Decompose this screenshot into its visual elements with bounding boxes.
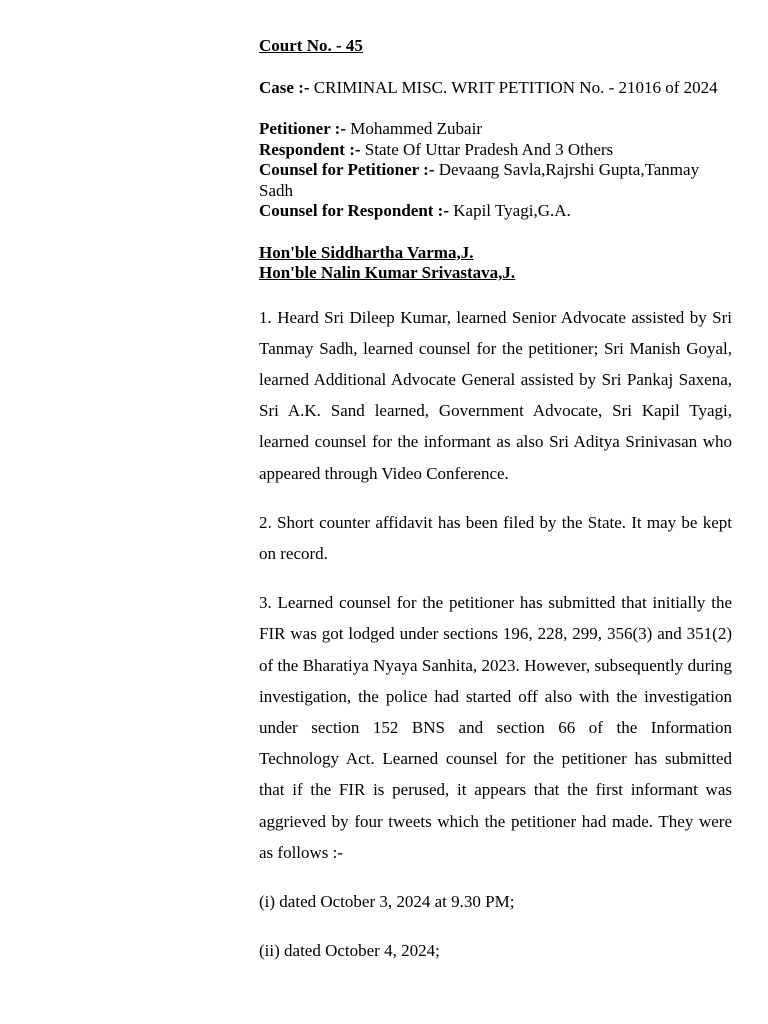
judge-2: Hon'ble Nalin Kumar Srivastava,J. (259, 263, 516, 282)
counsel-respondent-label: Counsel for Respondent :- (259, 201, 450, 220)
counsel-respondent-line (259, 201, 732, 222)
paragraph-3: 3. Learned counsel for the petitioner has submitted that initially the FIR was got lodged under sections 196, 228, 299, 356(3) and 351(2) of the Bharatiya Nyaya Sanhita, 2023. However, subsequently during investigation, the police had started off also with the investigation under section 152 BNS and section 66 of the Information Technology Act. Learned counsel for the petitioner has submitted that if the FIR is perused, it appears that the first informant was aggrieved by four tweets which the petitioner had made. They were as follows :- (259, 593, 732, 862)
paragraph-2: 2. Short counter affidavit has been filed by the State. It may be kept on record. (259, 512, 732, 563)
judge-1: Hon'ble Siddhartha Varma,J. (259, 242, 474, 262)
petitioner-line (259, 119, 732, 140)
court-number: Court No. - 45 (259, 36, 363, 55)
tweet-item-2: (ii) dated October 4, 2024; (259, 941, 440, 961)
parties-block (259, 119, 732, 222)
tweet-item-1: (i) dated October 3, 2024 at 9.30 PM; (259, 891, 515, 911)
counsel-respondent-value: Kapil Tyagi,G.A. (453, 201, 571, 220)
respondent-value: State Of Uttar Pradesh And 3 Others (364, 139, 614, 159)
petitioner-value: Mohammed Zubair (350, 119, 482, 138)
case-header (259, 36, 732, 284)
counsel-petitioner-line (259, 160, 732, 201)
order-document (259, 36, 732, 984)
counsel-petitioner-label: Counsel for Petitioner :- (259, 160, 435, 179)
respondent-line (259, 140, 732, 161)
counsel-petitioner-value: Devaang Savla,Rajrshi Gupta,Tanmay Sadh (259, 160, 700, 200)
bench (259, 243, 732, 284)
respondent-label: Respondent :- (259, 139, 361, 159)
paragraph-1: 1. Heard Sri Dileep Kumar, learned Senior Advocate assisted by Sri Tanmay Sadh, learned counsel for the petitioner; Sri Manish Goyal, learned Additional Advocate General assisted by Sri Pankaj Saxena, Sri A.K. Sand learned, Government Advocate, Sri Kapil Tyagi, learned counsel for the informant as also Sri Aditya Srinivasan who appeared through Video Conference. (259, 307, 732, 483)
case-line (259, 78, 732, 99)
case-value: CRIMINAL MISC. WRIT PETITION No. - 21016 of 2024 (313, 77, 718, 97)
case-label: Case :- (259, 77, 310, 97)
petitioner-label: Petitioner :- (259, 119, 347, 138)
